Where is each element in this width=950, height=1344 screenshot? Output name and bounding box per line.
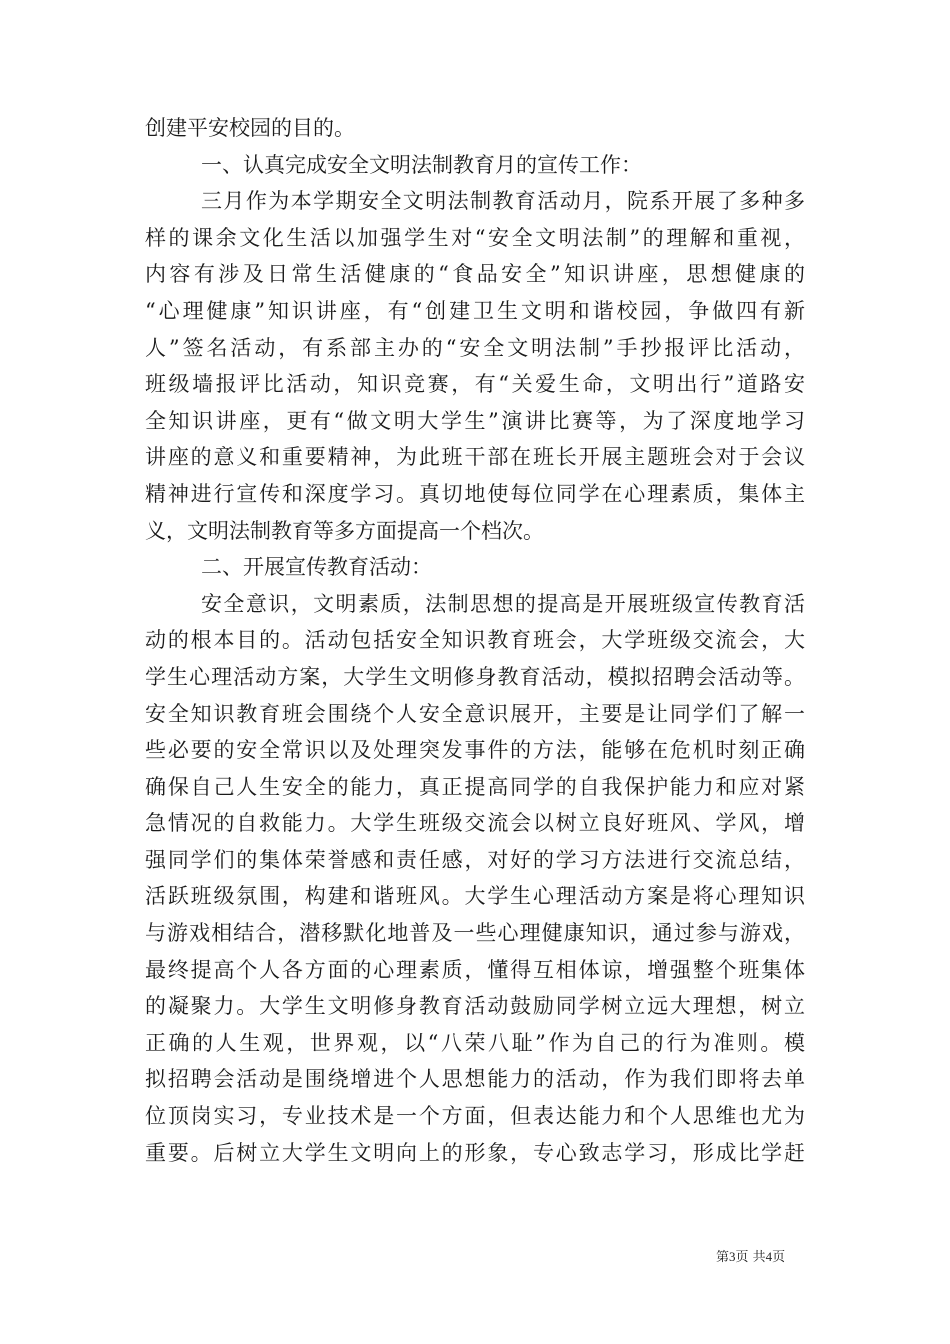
text-line: 最终提高个人各方面的心理素质，懂得互相体谅，增强整个班集体	[145, 957, 805, 982]
text-line: 班级墙报评比活动，知识竞赛，有“关爱生命，文明出行”道路安	[145, 372, 805, 397]
text-line: 创建平安校园的目的。	[145, 116, 355, 140]
footer-prefix: 第	[716, 1250, 730, 1265]
text-line: 样的课余文化生活以加强学生对“安全文明法制”的理解和重视，	[145, 225, 805, 250]
text-line: 正确的人生观，世界观，以“八荣八耻”作为自己的行为准则。模	[145, 1030, 805, 1055]
text-line: 位顶岗实习，专业技术是一个方面，但表达能力和个人思维也尤为	[145, 1104, 805, 1129]
text-line: 义，文明法制教育等多方面提高一个档次。	[145, 518, 544, 543]
text-line: 与游戏相结合，潜移默化地普及一些心理健康知识，通过参与游戏，	[145, 921, 805, 946]
text-line: 安全意识，文明素质，法制思想的提高是开展班级宣传教育活	[201, 591, 805, 616]
text-line: 三月作为本学期安全文明法制教育活动月，院系开展了多种多	[201, 189, 805, 214]
text-line: 拟招聘会活动是围绕增进个人思想能力的活动，作为我们即将去单	[145, 1067, 805, 1092]
text-line: 精神进行宣传和深度学习。真切地使每位同学在心理素质，集体主	[145, 481, 805, 506]
text-line: 活跃班级氛围，构建和谐班风。大学生心理活动方案是将心理知识	[145, 884, 805, 909]
text-line: 内容有涉及日常生活健康的“食品安全”知识讲座，思想健康的	[145, 262, 805, 287]
text-line: 安全知识教育班会围绕个人安全意识展开，主要是让同学们了解一	[145, 701, 805, 726]
text-line: 全知识讲座，更有“做文明大学生”演讲比赛等，为了深度地学习	[145, 408, 805, 433]
section-heading-1: 一、认真完成安全文明法制教育月的宣传工作：	[201, 152, 642, 177]
text-line: 急情况的自救能力。大学生班级交流会以树立良好班风、学风，增	[145, 811, 805, 836]
document-body	[145, 110, 805, 1171]
text-line: 人”签名活动，有系部主办的“安全文明法制”手抄报评比活动，	[145, 335, 805, 360]
footer-middle: 页 共	[735, 1250, 766, 1265]
total-pages-number: 4	[765, 1249, 773, 1264]
footer-suffix: 页	[772, 1250, 786, 1265]
text-line: 学生心理活动方案，大学生文明修身教育活动，模拟招聘会活动等。	[145, 664, 805, 689]
text-line: 些必要的安全常识以及处理突发事件的方法，能够在危机时刻正确	[145, 738, 805, 763]
text-line: 重要。后树立大学生文明向上的形象，专心致志学习，形成比学赶	[145, 1140, 805, 1165]
text-line: “心理健康”知识讲座，有“创建卫生文明和谐校园，争做四有新	[145, 298, 805, 323]
section-heading-2: 二、开展宣传教育活动：	[201, 555, 432, 580]
text-line: 的凝聚力。大学生文明修身教育活动鼓励同学树立远大理想，树立	[145, 994, 805, 1019]
current-page-number: 3	[729, 1249, 736, 1264]
text-line: 动的根本目的。活动包括安全知识教育班会，大学班级交流会，大	[145, 628, 805, 653]
text-line: 确保自己人生安全的能力，真正提高同学的自我保护能力和应对紧	[145, 774, 805, 799]
page-number-footer	[716, 1248, 785, 1267]
text-line: 讲座的意义和重要精神，为此班干部在班长开展主题班会对于会议	[145, 445, 805, 470]
text-line: 强同学们的集体荣誉感和责任感，对好的学习方法进行交流总结，	[145, 847, 805, 872]
